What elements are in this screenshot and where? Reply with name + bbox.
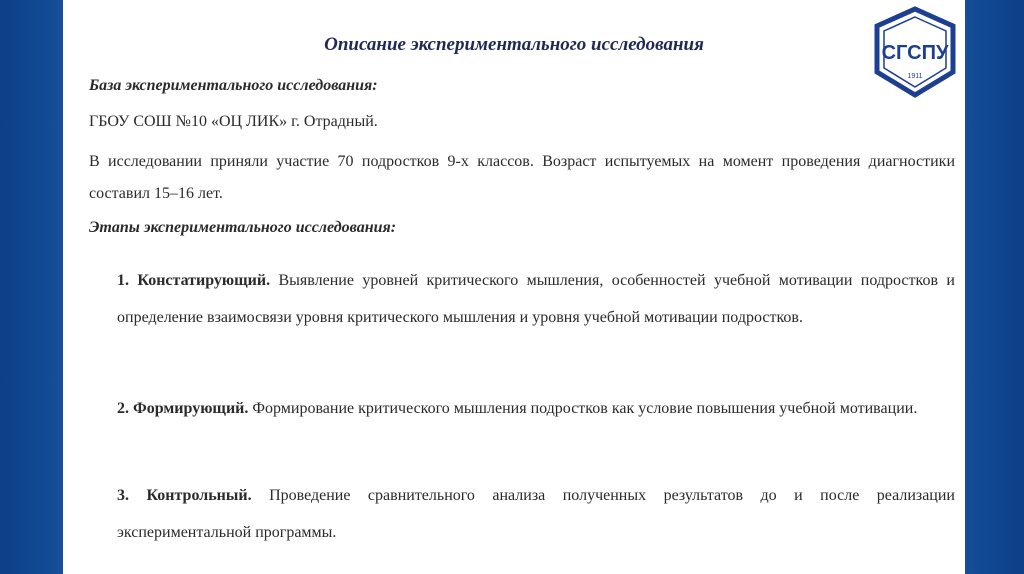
- logo-text: СГСПУ: [881, 42, 949, 64]
- base-school: ГБОУ СОШ №10 «ОЦ ЛИК» г. Отрадный.: [89, 113, 378, 130]
- slide-title: Описание экспериментального исследования: [324, 34, 704, 55]
- stage-text: Формирование критического мышления подростков как условие повышения учебной мотивации.: [248, 400, 918, 417]
- stages-heading: Этапы экспериментального исследования:: [89, 219, 397, 236]
- stage-item: [117, 262, 955, 336]
- stage-name: 3. Контрольный.: [117, 487, 252, 504]
- stage-name: 2. Формирующий.: [117, 400, 249, 417]
- logo-year: 1911: [907, 73, 923, 80]
- participants-text: В исследовании приняли участие 70 подростков 9-х классов. Возраст испытуемых на момент проведения диагностики составил 15–16 лет.: [89, 153, 955, 202]
- stage-text: Выявление уровней критического мышления, особенностей учебной мотивации подростков и определение взаимосвязи уровня критического мышления и уровня учебной мотивации подростков.: [117, 272, 955, 326]
- slide: [63, 0, 965, 574]
- stage-item: [117, 390, 955, 427]
- base-heading: База экспериментального исследования:: [89, 77, 378, 94]
- stage-item: [117, 477, 955, 551]
- stage-name: 1. Констатирующий.: [117, 272, 271, 289]
- stage-text: Проведение сравнительного анализа полученных результатов до и после реализации экспериментальной программы.: [117, 487, 955, 541]
